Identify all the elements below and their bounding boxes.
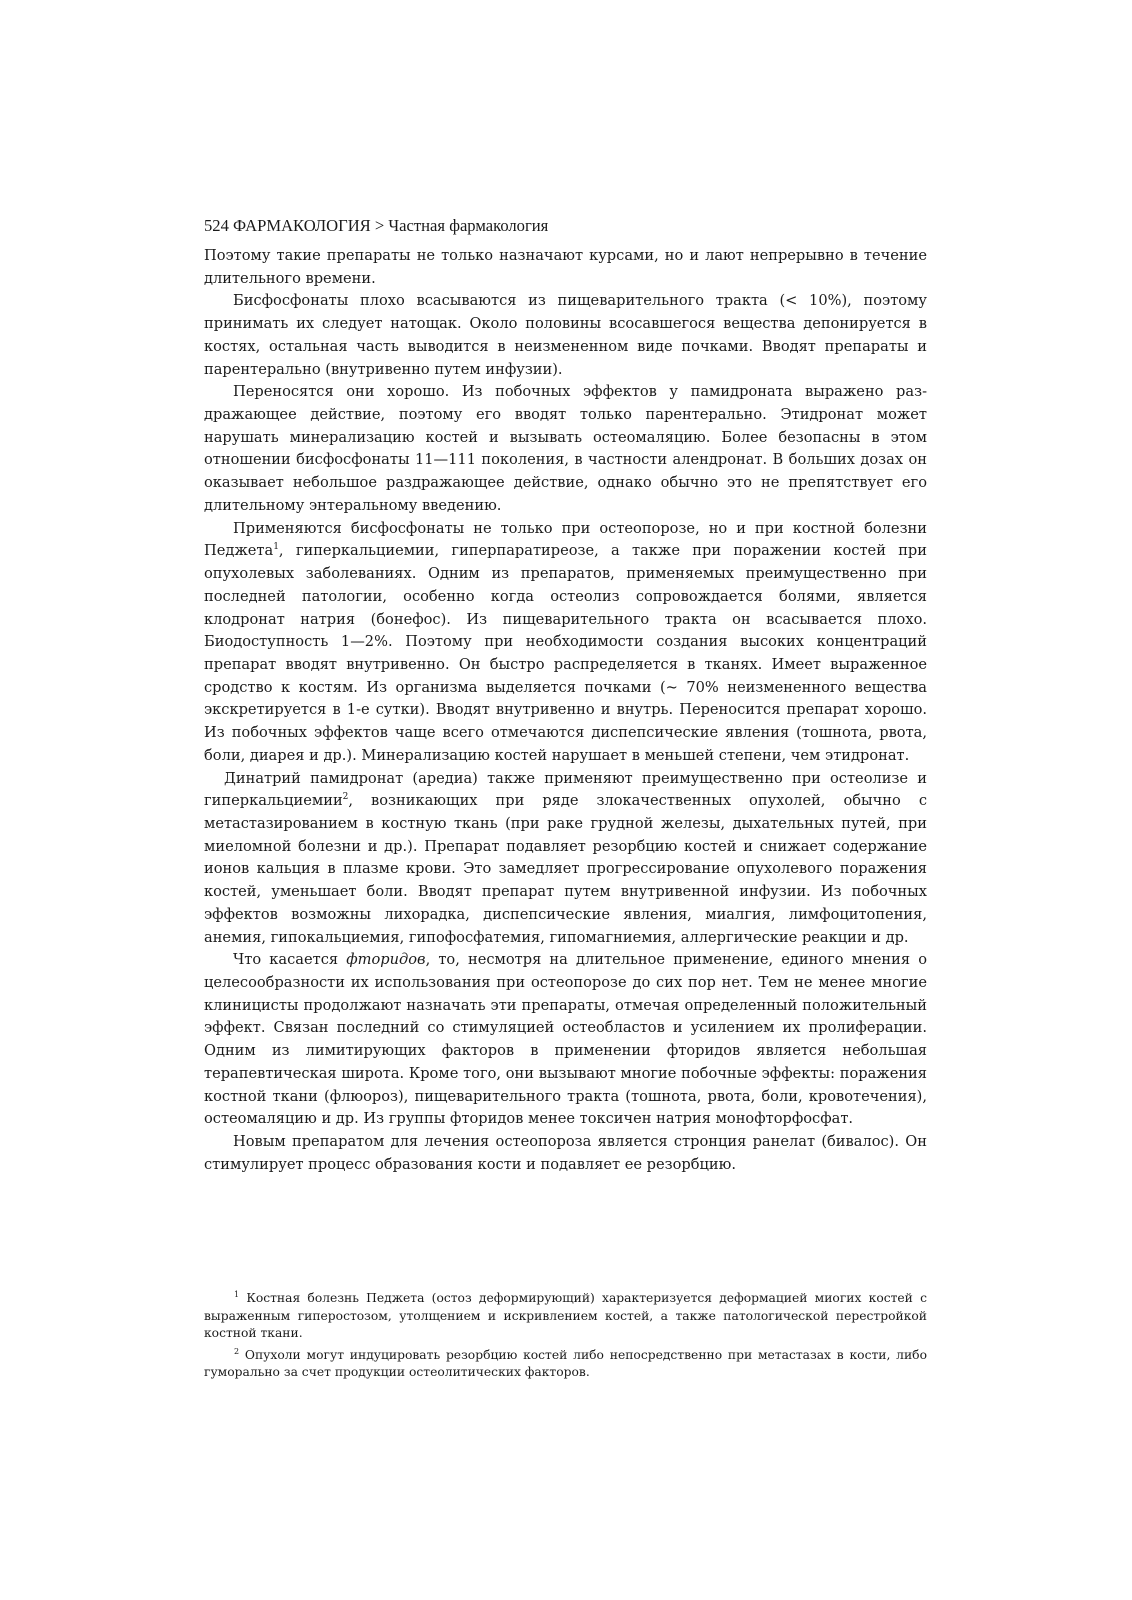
footnotes [204,1290,927,1386]
paragraph-text: , то, несмотря на длительное применение, единого мнения о целесообразности их использования при остеопорозе до сих пор нет. Тем не менее многие клиницисты продолжают назначать эти препараты, отмечая определенный положительный эффект. Связан последний со стимуляцией остеобластов и усилением их пролиферации. Одним из лимитирующих факторов в применении фторидов является небольшая терапевтическая широта. Кроме того, они вызывают многие побочные эффекты: поражения костной ткани (флюороз), пищеварительного тракта (тошнота, рвота, боли, кровотечения), остеомаляцию и др. Из группы фторидов менее токсичен натрия монофторфосфат. [204,951,927,1128]
page-body [204,214,927,1176]
footnote [204,1290,927,1343]
paragraph-text: Что касается [233,951,347,969]
paragraph-text: , гиперкальциемии, гиперпаратиреозе, а также при поражении костей при опухолевых заболеваниях. Одним из препаратов, применяемых преимущественно при последней патологии, особенно когда остеолиз сопровождается болями, является клодронат натрия (бонефос). Из пищеварительного тракта он всасывается плохо. Биодоступность 1—2%. Поэтому при необходимости создания высоких концентраций препарат вводят внутривенно. Он быстро распределяется в тканях. Имеет выраженное сродство к костям. Из организма выделяется почками (~ 70% неизмененного вещества экскретируется в 1-е сутки). Вводят внутривенно и внутрь. Переносится препарат хорошо. Из побочных эффектов чаще всего отмечаются диспепсические явления (тошнота, рвота, боли, диарея и др.). Минерализацию костей нарушает в меньшей степени, чем этидронат. [204,542,927,764]
running-head: 524 ФАРМАКОЛОГИЯ > Частная фармакология [204,216,549,235]
footnote-text: Костная болезнь Педжета (остоз деформирующий) характеризуется деформацией миогих костей с выраженным гиперостозом, утолщением и искривлением костей, а также патологической перестройкой костной ткани. [204,1291,927,1340]
paragraph-text: , возникающих при ряде злокачественных опухолей, обычно с метастазированием в костную ткань (при раке грудной железы, дыхательных путей, при миеломной болезни и др.). Препарат подавляет резорбцию костей и снижает содержание ионов кальция в плазме крови. Это замедляет прогрессирование опухолевого поражения костей, уменьшает боли. Вводят препарат путем внутривенной инфузии. Из побочных эффектов возможны лихорадка, диспепсические явления, миалгия, лимфоцитопения, анемия, гипокальциемия, гипофосфатемия, гипомагниемия, аллергические реакции и др. [204,792,927,946]
footnote [204,1347,927,1382]
paragraph [204,518,927,768]
main-text [204,245,927,1176]
paragraph: Бисфосфонаты плохо всасываются из пищеварительного тракта (< 10%), поэтому принимать их следует натощак. Около половины всосавшегося вещества депонируется в костях, остальная часть выводится в неизмененном виде почками. Вводят препараты и парентерально (внутривенно путем инфузии). [204,292,927,378]
paragraph: Новым препаратом для лечения остеопороза является стронция ранелат (бивалос). Он стимулирует процесс образования кости и подавляет ее резорбцию. [204,1133,927,1173]
paragraph: Поэтому такие препараты не только назначают курсами, но и лают непрерывно в течение длительного времени. [204,247,927,287]
paragraph [204,768,927,950]
footnote-marker: 1 [234,1289,240,1299]
paragraph: Переносятся они хорошо. Из побочных эффектов у памидроната выражено раздражающее действие, поэтому его вводят только парентерально. Этидронат может нарушать минерализацию костей и вызывать остеомаляцию. Более безопасны в этом отношении бисфосфонаты 11—111 поколения, в частности алендронат. В больших дозах он оказывает небольшое раздражающее действие, однако обычно это не препятствует его длительному энтеральному введению. [204,383,927,514]
paragraph-text: Динатрий памидронат (аредиа) также применяют преимущественно при остеолизе и гиперкальциемии [204,769,927,810]
footnote-marker: 2 [234,1346,240,1356]
emphasized-term: фторидов [346,951,426,969]
paragraph-text: Применяются бисфосфонаты не только при остеопорозе, но и при костной болезни Педжета [204,519,927,560]
footnote-text: Опухоли могут индуцировать резорбцию костей либо непосредственно при метастазах в кости, либо гуморально за счет продукции остеолитических факторов. [204,1347,927,1379]
paragraph [204,949,927,1131]
footnote-ref: 1 [273,542,279,553]
footnote-ref: 2 [342,792,349,803]
